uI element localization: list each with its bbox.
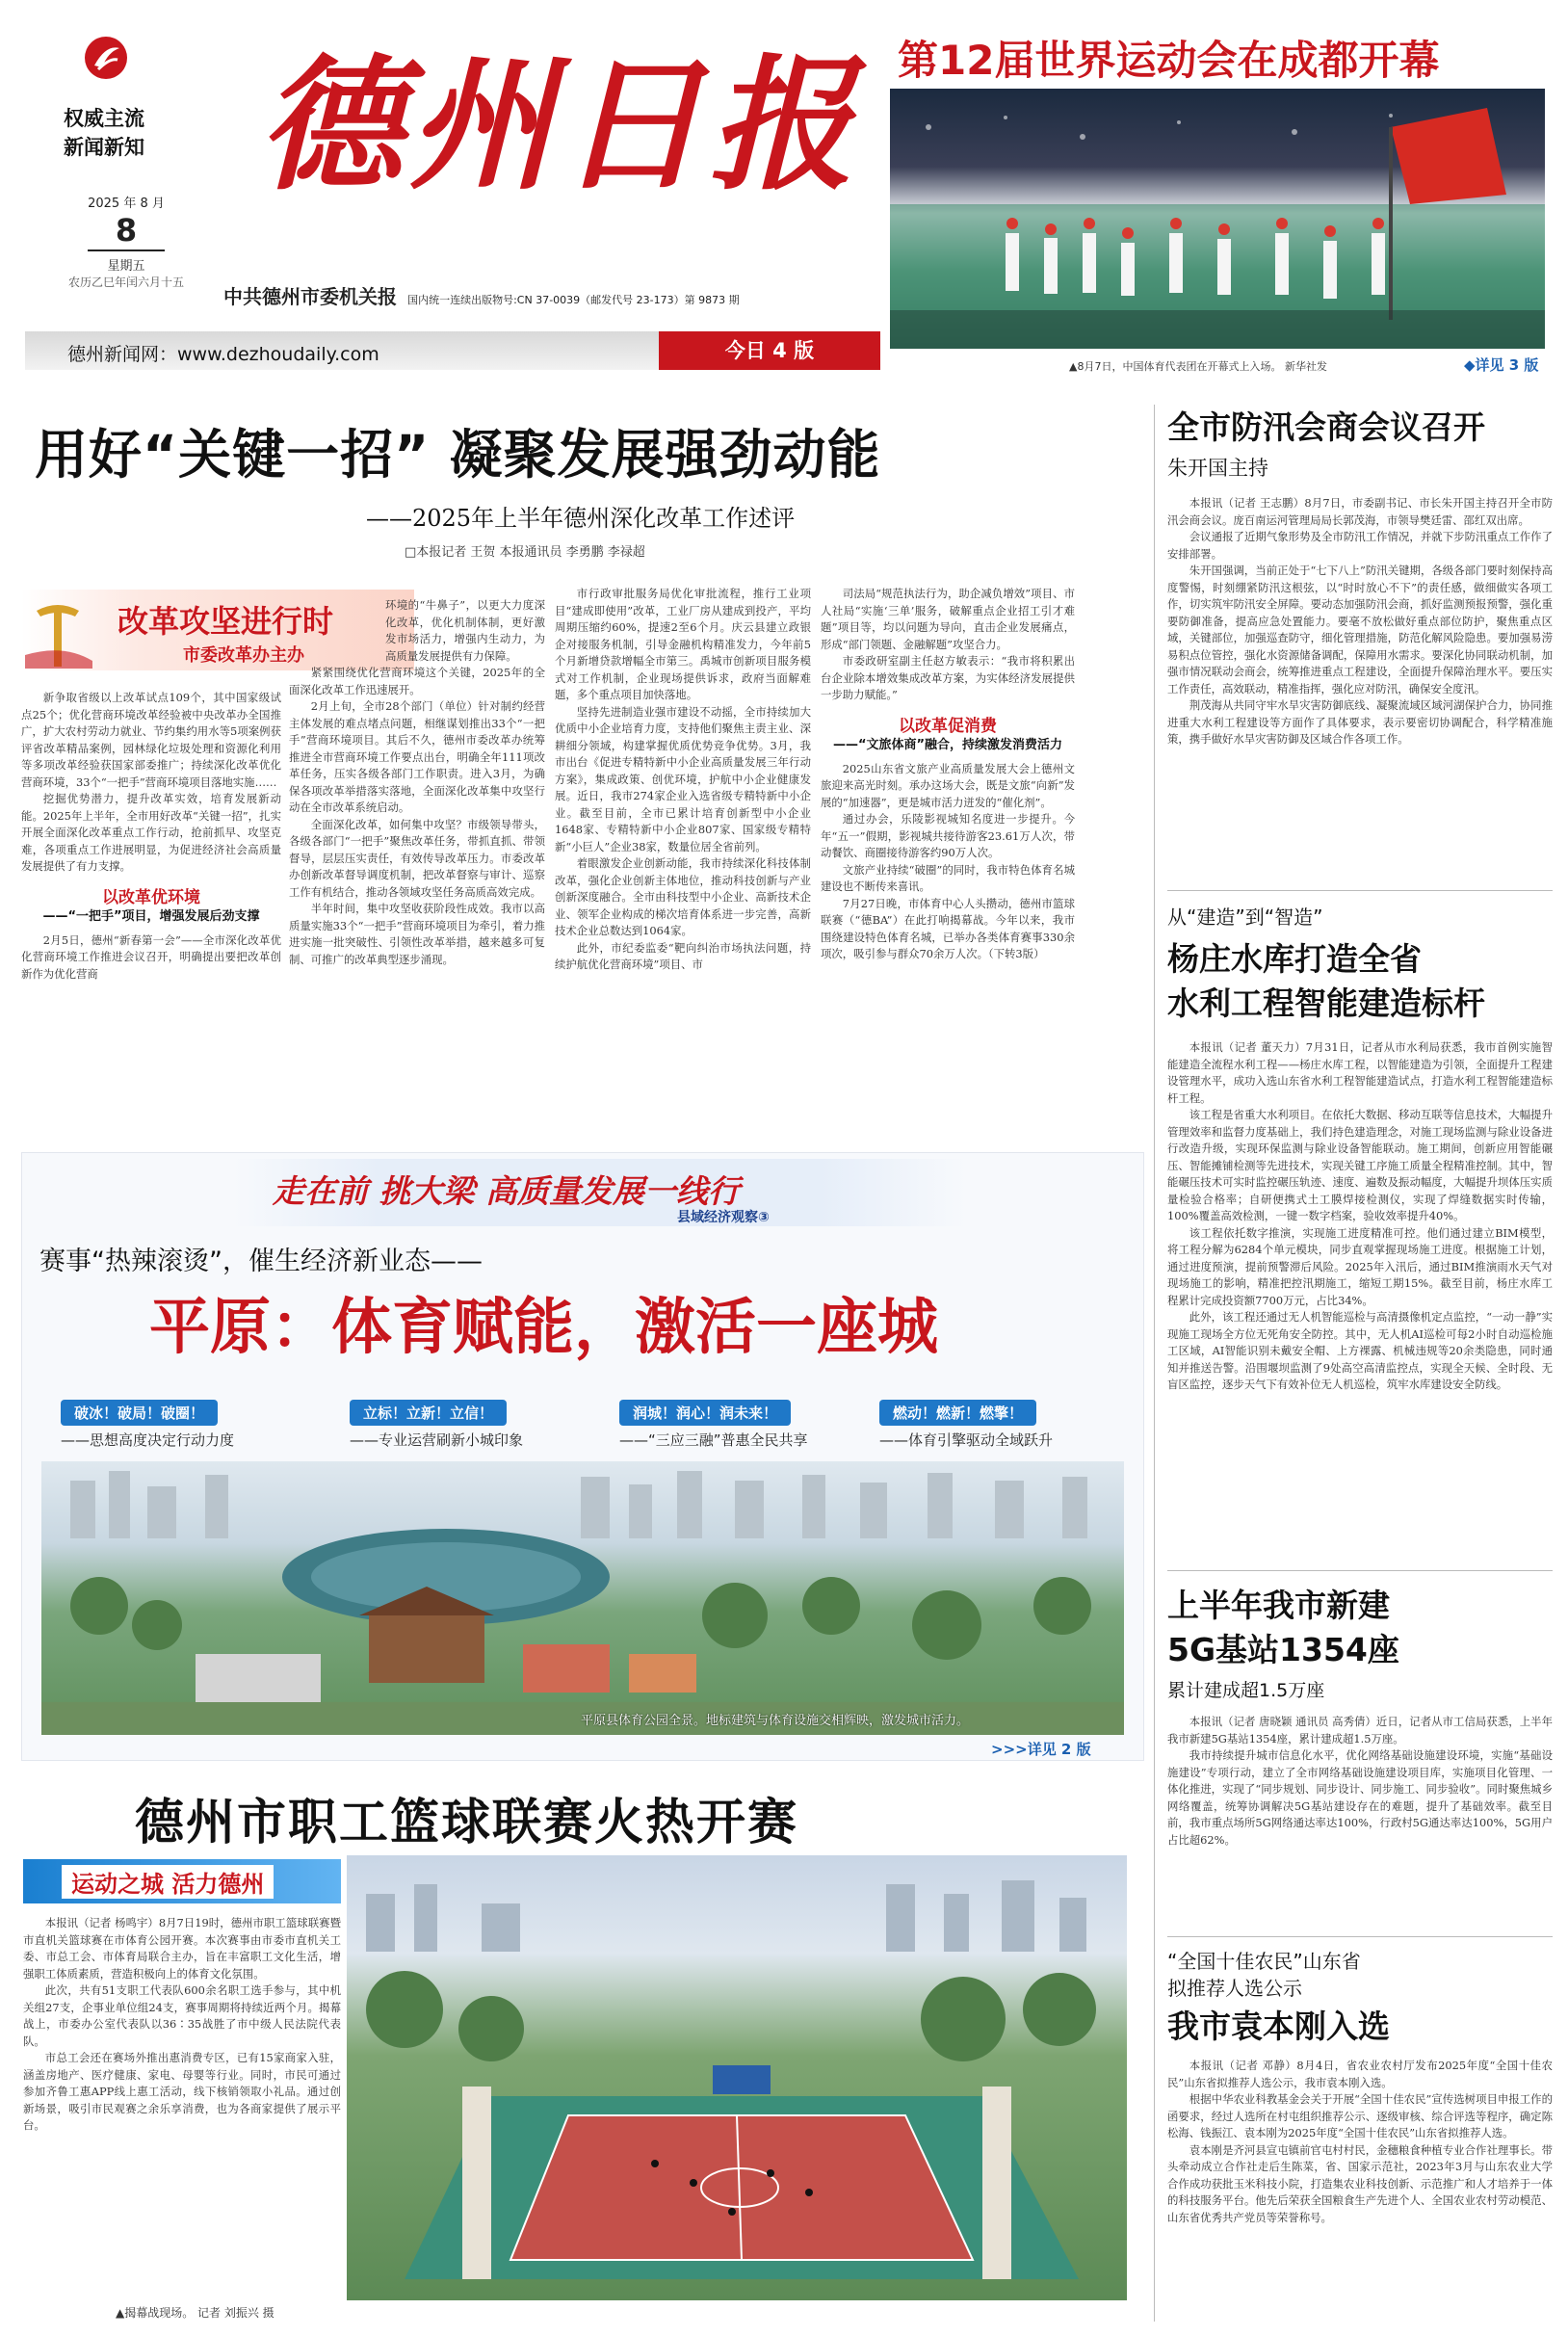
- section-title: 以改革促消费: [899, 716, 997, 736]
- lead-paragraph: 市委政研室副主任赵方敏表示：“我市将积累出台企业除本增效集成改革方案，为实体经济发展提供一步助力赋能。”: [821, 654, 1075, 701]
- reservoir-paragraph: 该工程依托数字推演，实现施工进度精准可控。他们通过建立BIM模型，将工程分解为6284个单元模块，同步直观掌握现场施工进度。根据施工计划，通过进度预演，提前预警滞后风险。2025年入汛后，通过BIM推演雨水天气对现场施工的影响，精准把控汛期施工，缩短工期15%。截至目前，杨庄水库工程累计完成投资额7700万元，占比34%。: [1167, 1225, 1553, 1307]
- basketball-paragraph: 市总工会还在赛场外推出惠消费专区，已有15家商家入驻，涵盖房地产、医疗健康、家电、母婴等行业。同时，市民可通过参加齐鲁工惠APP线上惠工活动，线下核销领取小礼品。通过创新场景，吸引市民观赛之余乐享消费，也为各商家提供了展示平台。: [23, 2051, 341, 2132]
- lead-paragraph: 坚持先进制造业强市建设不动摇，全市持续加大优质中小企业培育力度，支持他们聚焦主责主业、深耕细分领域，构建掌握优质优势竞争优势。3月，我市出台《促进专精特新中小企业高质量发展三年行动方案》，集成政策、创优环境，护航中小企业健康发展。近日，我市274家企业入选省级专精特新中小企业。截至目前，全市已累计培育创新型中小企业1648家、专精特新中小企业807家、国家级专精特新“小巨人”企业38家，数量位居全省前列。: [555, 704, 811, 853]
- sports-feature: [21, 1152, 1144, 1761]
- 5g-subhead: 累计建成超1.5万座: [1167, 1680, 1325, 1701]
- reform-banner-title: 改革攻坚进行时: [118, 603, 334, 640]
- sports-city-banner: [23, 1859, 341, 1903]
- pages-badge: 今日 4 版: [659, 331, 880, 370]
- website-bar: [25, 331, 880, 370]
- organ-name: 中共德州市委机关报: [223, 285, 397, 308]
- top-news-more-link[interactable]: ◆详见 3 版: [1464, 356, 1539, 374]
- tag-subtitle: ——“三应三融”普惠全民共享: [619, 1431, 808, 1449]
- huabiao-icon: [25, 595, 92, 669]
- basketball-paragraph: 本报讯（记者 杨鸣宇）8月7日19时，德州市职工篮球联赛暨市直机关篮球赛在市体育公园开赛。本次赛事由市委市直机关工委、市总工会、市体育局联合主办，旨在丰富职工文化生活，增强职工体质素质，营造积极向上的体育文化氛围。: [23, 1916, 341, 1981]
- basketball-headline[interactable]: 德州市职工篮球联赛火热开赛: [135, 1794, 799, 1851]
- slogan-line-1: 权威主流: [64, 107, 144, 130]
- basketball-caption: ▲揭幕战现场。 记者 刘振兴 摄: [116, 2306, 274, 2320]
- feature-headline[interactable]: 平原：体育赋能，激活一座城: [149, 1292, 938, 1362]
- tag-subtitle: ——体育引擎驱动全域跃升: [879, 1431, 1054, 1449]
- newspaper-logo-icon: [85, 37, 127, 79]
- slogan-line-2: 新闻新知: [64, 136, 144, 159]
- 5g-headline-1[interactable]: 上半年我市新建: [1167, 1587, 1390, 1624]
- lead-paragraph: 新争取省级以上改革试点109个，其中国家级试点25个；优化营商环境改革经验被中央改革办全国推广，扩大农村劳动力就业、节约集约用水等5项案例获评省改革精品案例，园林绿化垃圾处理和资源化利用等多项改革经验获国家部委推广；持续深化改革优化营商环境，33个“一把手”营商环境项目落地实施……: [21, 691, 281, 789]
- tag-title: 润城！润心！润未来！: [619, 1400, 791, 1426]
- registration: 国内统一连续出版物号:CN 37-0039（邮发代号 23-173）第 9873 期: [407, 294, 740, 306]
- lead-paragraph: 司法局“规范执法行为，助企减负增效”项目、市人社局“实施‘三单’服务，破解重点企业招工引才难题”项目等，均以问题为导向，直击企业发展痛点，形成“部门领题、金融解题”攻坚合力。: [821, 587, 1075, 651]
- section-heading-environment: [21, 883, 281, 927]
- lead-paragraph: 2025山东省文旅产业高质量发展大会上德州文旅迎来高光时刻。承办这场大会，既是文旅“向新”发展的“加速器”，更是城市活力迸发的“催化剂”。: [821, 761, 1075, 809]
- section-subtitle: ——“一把手”项目，增强发展后劲支撑: [42, 908, 260, 924]
- tag-title: 燃动！燃新！燃擎！: [879, 1400, 1036, 1426]
- lead-paragraph: 通过办会，乐陵影视城知名度进一步提升。今年“五一”假期，影视城共接待游客23.61万人次，带动餐饮、商圈接待游客约90万人次。: [821, 812, 1075, 859]
- flood-headline[interactable]: 全市防汛会商会议召开: [1167, 408, 1485, 446]
- tag-subtitle: ——思想高度决定行动力度: [61, 1431, 235, 1449]
- farmer-article: [1167, 1948, 1553, 2328]
- 5g-headline-2[interactable]: 5G基站1354座: [1167, 1631, 1399, 1668]
- farmer-kicker-1: “全国十佳农民”山东省: [1167, 1950, 1361, 1973]
- lead-byline: □本报记者 王贺 本报通讯员 李勇鹏 李禄超: [405, 545, 645, 560]
- sports-park-aerial-photo: [41, 1461, 1124, 1735]
- date-weekday: 星期五: [107, 259, 145, 274]
- feature-more-link[interactable]: >>>详见 2 版: [991, 1741, 1091, 1758]
- feature-tag-3: [619, 1400, 860, 1450]
- basketball-paragraph: 此次，共有51支职工代表队600余名职工选手参与，其中机关组27支，企事业单位组24支，赛事周期将持续近两个月。揭幕战上，市委办公室代表队以36∶35战胜了市中级人民法院代表队。: [23, 1983, 341, 2048]
- feature-tag-2: [350, 1400, 590, 1450]
- feature-series: 县域经济观察③: [677, 1210, 770, 1225]
- sports-park-caption: 平原县体育公园全景。地标建筑与体育设施交相辉映，激发城市活力。: [581, 1714, 970, 1728]
- section-subtitle: ——“文旅体商”融合，持续激发消费活力: [832, 737, 1063, 752]
- reservoir-headline-2[interactable]: 水利工程智能建造标杆: [1167, 984, 1485, 1022]
- farmer-headline[interactable]: 我市袁本刚入选: [1167, 2008, 1390, 2045]
- sports-city-banner-text: 运动之城 活力德州: [62, 1865, 274, 1899]
- slogan: [64, 104, 144, 162]
- farmer-paragraph: 本报讯（记者 邓静）8月4日，省农业农村厅发布2025年度“全国十佳农民”山东省拟推荐人选公示，我市袁本刚入选。: [1167, 2059, 1553, 2089]
- feature-intro: 赛事“热辣滚烫”，催生经济新业态——: [39, 1247, 483, 1276]
- top-news-headline[interactable]: 第12届世界运动会在成都开幕: [898, 37, 1440, 84]
- flood-paragraph: 荆茂海从共同守牢水旱灾害防御底线、凝聚流域区域河湖保护合力，协同推进重大水利工程建设等方面作了具体要求，表示要密切协调配合，科学精准施策，携手做好水旱灾害防御及区域合作各项工作。: [1167, 698, 1553, 746]
- lead-paragraph: 全面深化改革，如何集中攻坚？市级领导带头，各级各部门“一把手”聚焦改革任务，带抓直抓、带领督导，层层压实责任，有效传导改革压力。市委改革办创新改革督导调度机制，把改革督察与审计、巡察工作有机结合，推动各领域攻坚任务高质高效完成。: [289, 817, 545, 899]
- date-year-month: 2025 年 8 月: [88, 197, 165, 211]
- divider: [1167, 1570, 1553, 1571]
- flood-paragraph: 本报讯（记者 王志鹏）8月7日，市委副书记、市长朱开国主持召开全市防汛会商会议。庞百南运河管理局局长郭茂海，市领导樊廷雷、邵红双出席。: [1167, 496, 1553, 527]
- lead-paragraph: 7月27日晚，市体育中心人头攒动，德州市篮球联赛（“德BA”）在此打响揭幕战。今年以来，我市围绕建设特色体育名城，已举办各类体育赛事330余项次，吸引参与群众70余万人次。（下转3版）: [821, 896, 1075, 960]
- lead-paragraph: 市行政审批服务局优化审批流程，推行工业项目“建成即使用”改革，工业厂房从建成到投产，平均周期压缩约60%，提速2至6个月。庆云县建立政银企对接服务机制，引导金融机构精准发力，今年前5个月新增贷款增幅全市第三。禹城市创新项目服务模式对工作机制，企业现场提供诉求，政府当面解难题，多个重点项目加快落地。: [555, 587, 811, 701]
- basketball-court-photo: [347, 1855, 1127, 2300]
- newspaper-title: 德州日报: [258, 40, 860, 210]
- basketball-article: [23, 1915, 341, 2300]
- 5g-article: [1167, 1584, 1553, 1940]
- lead-paragraph: 环境的“牛鼻子”，以更大力度深化改革，优化机制体制，更好激发市场活力，增强内生动力，为高质量发展提供有力保障。: [385, 598, 545, 663]
- publish-date: [64, 193, 189, 290]
- lead-column-1: [21, 690, 281, 1104]
- flood-paragraph: 朱开国强调，当前正处于“七下八上”防汛关键期，各级各部门要时刻保持高度警惕，时刻绷紧防汛这根弦，以“时时放心不下”的责任感，做细做实各项工作，切实筑牢防汛安全屏障。要动态加强防汛会商，抓好监测预报预警，强化重要防御准备，提高应急处置能力。要毫不放松做好重点部位防护，聚焦重点区域，关键部位，加强巡查防守，细化管理措施，防范化解风险隐患。要加强易涝易积点位管控，强化水资源储备调配，保障用水需求。要深化协同联动机制，加强市情况联动会商会，统筹推进重点工程建设，全面提升保障治理水平。要压实工作责任，高效联动，精准指挥，强化应对防汛，确保安全度汛。: [1167, 564, 1553, 696]
- section-heading-consumption: [821, 712, 1075, 755]
- reservoir-paragraph: 该工程是省重大水利项目。在依托大数据、移动互联等信息技术，大幅提升管理效率和监督力度基础上，我们持色建造理念，对施工现场监测与除业设备进行改造升级，实现环保监测与除业设备智能联动。施工期间，创新应用智能碾压、智能摊铺检测等先进技术，实现关键工序施工质量全程精准控制。其中，智能碾压技术可实时监控碾压轨迹、速度、遍数及振动幅度，大幅提升坝体压实质量检验合格率；自研便携式土工膜焊接检测仪，实现了焊缝数据实时传输，100%覆盖高效检测，一键一数字档案，验收效率提升40%。: [1167, 1108, 1553, 1222]
- reservoir-paragraph: 本报讯（记者 董天力）7月31日，记者从市水利局获悉，我市首例实施智能建造全流程水利工程——杨庄水库工程，以智能建造为引领，全面提升工程建设管理水平，成功入选山东省水利工程智能建造试点，打造水利工程智能建造标杆工程。: [1167, 1040, 1553, 1105]
- reservoir-headline-1[interactable]: 杨庄水库打造全省: [1167, 940, 1422, 978]
- flood-subhead: 朱开国主持: [1167, 457, 1268, 480]
- lead-paragraph: 2月上旬，全市28个部门（单位）针对制约经营主体发展的难点堵点问题，相继谋划推出33个“一把手”营商环境项目。其后不久，德州市委改革办统筹推进全市营商环境工作要点出台，明确全年111项改革任务，压实各级各部门工作职责。进入3月，为确保各项改革举措落实落地，全面深化改革集中攻坚行动在全市改革系统启动。: [289, 699, 545, 814]
- masthead: [0, 0, 905, 371]
- farmer-kicker-2: 拟推荐人选公示: [1167, 1977, 1302, 2000]
- feature-tag-4: [879, 1400, 1130, 1450]
- website-link[interactable]: 德州新闻网：www.dezhoudaily.com: [67, 344, 379, 365]
- top-news: [890, 0, 1568, 385]
- tag-title: 立标！立新！立信！: [350, 1400, 507, 1426]
- reservoir-paragraph: 此外，该工程还通过无人机智能巡检与高清摄像机定点监控，“一动一静”实现施工现场全方位无死角安全防控。其中，无人机AI巡检可每2小时自动巡检施工区域，AI智能识别未戴安全帽、上方裸露、机械违规等20余类隐患，同时通知并推送告警。沿围堰坝监测了9处高空高清监控点，实现全天候、全时段、无盲区监控，逐步天气下有效补位无人机巡检，筑牢水库建设安全防线。: [1167, 1310, 1553, 1391]
- lead-paragraph: 挖掘优势潜力，提升改革实效，培育发展新动能。2025年上半年，全市用好改革“关键一招”，扎实开展全面深化改革重点工作行动，抢前抓早、攻坚克难，各项重点工作进展明显，为促进经济社会高质量发展提供了有力支撑。: [21, 792, 281, 873]
- top-news-caption: ▲8月7日，中国体育代表团在开幕式上入场。 新华社发: [1069, 360, 1327, 373]
- lead-paragraph: 半年时间，集中攻坚收获阶段性成效。我市以高质量实施33个“一把手”营商环境项目为牵引，着力推进实施一批突破性、引领性改革举措，越来越多可复制、可推广的改革典型逐步涌现。: [289, 902, 545, 966]
- reservoir-article: [1167, 902, 1553, 1566]
- lead-column-3: [555, 586, 811, 1104]
- section-title: 以改革优环境: [102, 887, 200, 907]
- column-divider: [1154, 405, 1155, 2322]
- tag-title: 破冰！破局！破圈！: [61, 1400, 218, 1426]
- tag-subtitle: ——专业运营刷新小城印象: [350, 1431, 524, 1449]
- feature-slogan-banner: [234, 1159, 966, 1226]
- flood-paragraph: 会议通报了近期气象形势及全市防汛工作情况，并就下步防汛重点工作作了安排部署。: [1167, 530, 1553, 561]
- divider: [1167, 890, 1553, 891]
- lead-paragraph: 文旅产业持续“破圈”的同时，我市特色体育名城建设也不断传来喜讯。: [821, 862, 1075, 893]
- flood-article: [1167, 403, 1553, 904]
- lead-paragraph: 着眼激发企业创新动能，我市持续深化科技体制改革，强化企业创新主体地位，推动科技创新与产业创新深度融合。全市由科技型中小企业、高新技术企业、领军企业构成的梯次培育体系进一步完善，高新技术企业总数达到1064家。: [555, 856, 811, 937]
- lead-paragraph: 此外，市纪委监委“靶向纠治市场执法问题，持续护航优化营商环境”项目、市: [555, 940, 811, 971]
- farmer-paragraph: 根据中华农业科教基金会关于开展“全国十佳农民”宣传选树项目申报工作的函要求，经过人选所在村屯组织推荐公示、逐级审核、综合评选等程序，确定陈松海、钱振江、袁本刚为2025年度“全国十佳农民”山东省拟推荐人选。: [1167, 2092, 1553, 2139]
- feature-slogan: 走在前 挑大梁 高质量发展一线行: [273, 1172, 740, 1210]
- lead-column-4: [821, 586, 1075, 1104]
- reservoir-kicker: 从“建造”到“智造”: [1167, 906, 1323, 929]
- reform-banner-sub: 市委改革办主办: [183, 645, 304, 666]
- lead-subhead: ——2025年上半年德州深化改革工作述评: [366, 505, 796, 532]
- 5g-paragraph: 我市持续提升城市信息化水平，优化网络基础设施建设环境，实施“基础设施建设”专项行动，建立了全市网络基础设施建设项目库，实施项目化管理、一体化推进，实现了“同步规划、同步设计、同步施工、同步验收”。同时聚焦城乡网络覆盖，统筹协调解决5G基站建设存在的难题，提升了基础效率。截至目前，我市重点场所5G网络通达率达100%，行政村5G通达率达100%，5G用户占比超62%。: [1167, 1748, 1553, 1847]
- opening-ceremony-photo: [890, 89, 1545, 349]
- date-lunar: 农历乙巳年闰六月十五: [67, 276, 184, 289]
- 5g-paragraph: 本报讯（记者 唐晓颖 通讯员 高秀倩）近日，记者从市工信局获悉，上半年我市新建5G基站1354座，累计建成超1.5万座。: [1167, 1715, 1553, 1745]
- feature-tag-1: [61, 1400, 301, 1450]
- date-day: 8: [115, 212, 138, 249]
- farmer-paragraph: 袁本刚是齐河县宣屯镇前官屯村村民，金穗粮食种植专业合作社理事长。带头牵动成立合作社走后生陈菜，省、国家示范社，2023年3月与山东农业大学合作成功获批玉米科技小院，打造集农业科技创新、示范推广和人才培养于一体的科技服务平台。他先后荣获全国粮食生产先进个人、全国农业农村劳动模范、山东省优秀共产党员等荣誉称号。: [1167, 2142, 1553, 2224]
- divider: [1167, 1936, 1553, 1937]
- lead-column-2: [289, 597, 545, 1104]
- lead-paragraph: 紧紧围绕优化营商环境这个关键，2025年的全面深化改革工作迅速展开。: [289, 666, 545, 696]
- lead-headline[interactable]: 用好“关键一招” 凝聚发展强劲动能: [35, 424, 881, 486]
- lead-paragraph: 2月5日，德州“新春第一会”——全市深化改革优化营商环境工作推进会议召开，明确提出要把改革创新作为优化营商: [21, 932, 281, 981]
- organ-line: [223, 281, 740, 309]
